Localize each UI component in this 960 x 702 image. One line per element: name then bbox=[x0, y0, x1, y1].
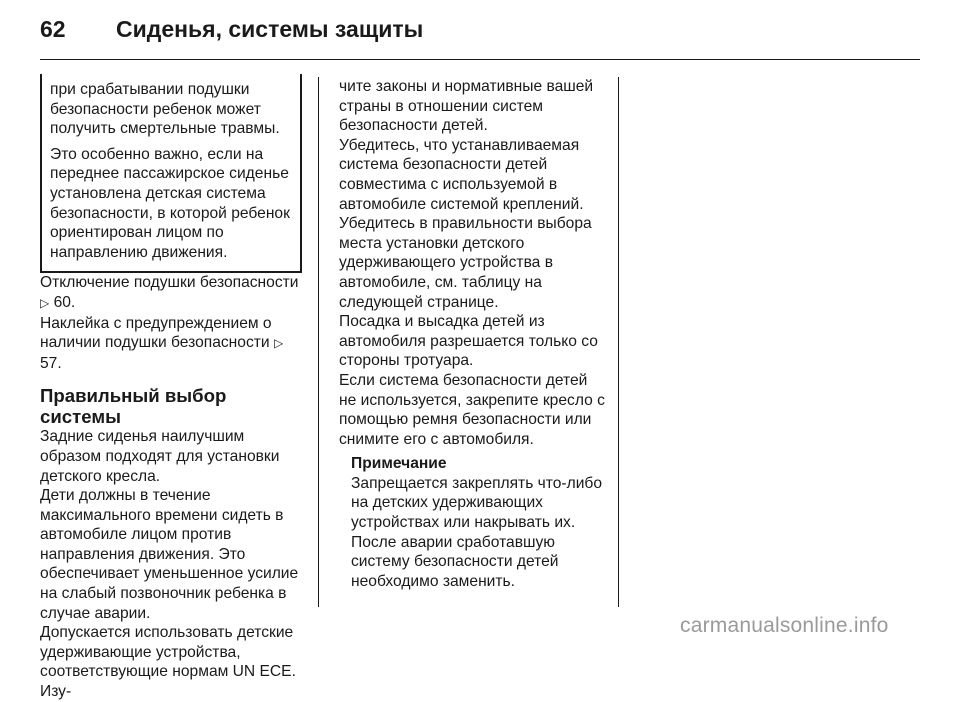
column-divider bbox=[618, 77, 619, 607]
paragraph: Посадка и высадка детей из автомобиля разрешается только со стороны тротуара. bbox=[339, 313, 598, 370]
warning-box bbox=[40, 74, 302, 273]
note-block bbox=[351, 454, 607, 591]
header-rule bbox=[40, 59, 920, 60]
warning-text: Это особенно важно, если на переднее пассажирское сиденье установлена детская система безопасности, в которой ребенок ориентирован лицом по направлению движения. bbox=[50, 145, 290, 261]
column-right bbox=[339, 77, 607, 591]
reference-arrow-icon: ▷ bbox=[273, 336, 284, 351]
note-text: После аварии сработавшую систему безопасности детей необходимо заменить. bbox=[351, 533, 559, 590]
paragraph: Если система безопасности детей не используется, закрепите кресло с помощью ремня безопасности или снимите его с автомобиля. bbox=[339, 371, 605, 448]
cross-reference[interactable]: Наклейка с предупреждением о наличии подушки безопасности ▷ 57. bbox=[40, 314, 284, 372]
paragraph: Задние сиденья наилучшим образом подходят для установки детского кресла. bbox=[40, 428, 280, 485]
watermark: carmanualsonline.info bbox=[680, 614, 889, 637]
column-divider bbox=[318, 77, 319, 607]
note-text: Запрещается закреплять что-либо на детских удерживающих устройствах или накрывать их. bbox=[351, 474, 603, 532]
cross-reference[interactable]: Отключение подушки безопасности ▷ 60. bbox=[40, 274, 299, 311]
page-title: Сиденья, системы защиты bbox=[116, 16, 424, 42]
paragraph: чите законы и нормативные вашей страны в отношении систем безопасности детей. bbox=[339, 78, 594, 135]
paragraph: Дети должны в течение максимального времени сидеть в автомобиле лицом против направления движения. Это обеспечивает уменьшенное усилие на слабый позвоночник ребенка в случае аварии. bbox=[40, 487, 299, 622]
page-header bbox=[40, 16, 423, 43]
column-left bbox=[40, 77, 302, 702]
paragraph: Убедитесь в правильности выбора места установки детского удерживающего устройства в автомобиле, см. таблицу на следующей странице. bbox=[339, 215, 592, 311]
paragraph: Убедитесь, что устанавливаемая система безопасности детей совместима с используемой в автомобиле системой креплений. bbox=[339, 136, 584, 213]
paragraph: Допускается использовать детские удерживающие устройства, соответствующие нормам UN ECE. Изу- bbox=[40, 624, 296, 701]
note-title: Примечание bbox=[351, 455, 447, 473]
section-title: Правильный выбор системы bbox=[40, 385, 227, 428]
page-number: 62 bbox=[40, 16, 66, 42]
reference-arrow-icon: ▷ bbox=[40, 295, 50, 310]
warning-text: при срабатывании подушки безопасности ребенок может получить смертельные травмы. bbox=[50, 81, 280, 138]
